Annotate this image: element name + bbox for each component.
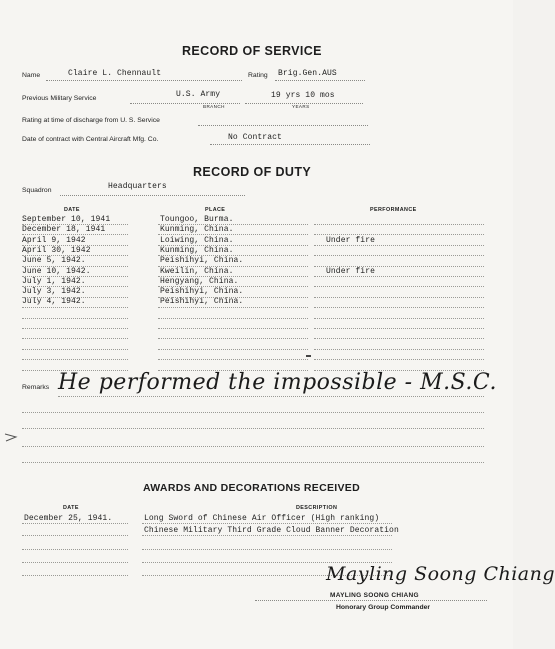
duty-rule-line bbox=[158, 318, 308, 319]
rating-line bbox=[275, 80, 365, 81]
remarks-rule-line bbox=[22, 428, 484, 429]
duty-rule-line bbox=[22, 338, 128, 339]
awards-rule-line bbox=[142, 549, 392, 550]
duty-rule-line bbox=[158, 245, 308, 246]
contract-value: No Contract bbox=[228, 133, 282, 142]
duty-rule-line bbox=[314, 318, 484, 319]
discharge-label: Rating at time of discharge from U. S. Service bbox=[22, 117, 160, 124]
squadron-value: Headquarters bbox=[108, 182, 167, 191]
duty-rule-line bbox=[158, 338, 308, 339]
duty-rule-line bbox=[22, 307, 128, 308]
duty-row-place: Toungoo, Burma. bbox=[160, 215, 234, 224]
award-description-line-2: Chinese Military Third Grade Cloud Banner Decoration bbox=[144, 526, 399, 535]
name-label: Name bbox=[22, 72, 41, 79]
name-value: Claire L. Chennault bbox=[68, 69, 162, 78]
duty-row-date: April 9, 1942 bbox=[22, 235, 86, 245]
duty-rule-line bbox=[22, 297, 128, 298]
years-caption: YEARS bbox=[292, 104, 310, 109]
previous-service-value: U.S. Army bbox=[176, 90, 221, 99]
record-of-service-title: RECORD OF SERVICE bbox=[182, 44, 322, 58]
branch-caption: BRANCH bbox=[203, 104, 225, 109]
duty-performance-header: PERFORMANCE bbox=[370, 207, 417, 213]
duty-rule-line bbox=[314, 297, 484, 298]
duty-place-header: PLACE bbox=[205, 207, 226, 213]
stray-dash-mark bbox=[306, 355, 311, 357]
rating-value: Brig.Gen.AUS bbox=[278, 69, 337, 78]
margin-arrow-mark bbox=[4, 429, 18, 447]
duty-row-place: Loiwing, China. bbox=[160, 235, 234, 245]
duty-rule-line bbox=[314, 266, 484, 267]
duty-rule-line bbox=[314, 338, 484, 339]
duty-rule-line bbox=[158, 349, 308, 350]
duty-row-place: Peishihyi, China. bbox=[160, 256, 244, 266]
awards-rule-line bbox=[22, 523, 128, 524]
squadron-line bbox=[60, 195, 245, 196]
previous-service-label: Previous Military Service bbox=[22, 95, 97, 102]
duty-rule-line bbox=[22, 224, 128, 225]
duty-row-date: April 30, 1942 bbox=[22, 245, 91, 255]
duty-rule-line bbox=[158, 359, 308, 360]
duty-rule-line bbox=[314, 328, 484, 329]
remarks-rule-line bbox=[22, 412, 484, 413]
signature-typed-name: MAYLING SOONG CHIANG bbox=[330, 592, 419, 599]
duty-rule-line bbox=[314, 307, 484, 308]
duty-rule-line bbox=[314, 245, 484, 246]
duty-rule-line bbox=[314, 255, 484, 256]
duty-rule-line bbox=[22, 245, 128, 246]
duty-rule-line bbox=[158, 307, 308, 308]
remarks-handwriting: He performed the impossible - M.S.C. bbox=[58, 370, 497, 395]
duty-rule-line bbox=[158, 266, 308, 267]
awards-rule-line bbox=[22, 562, 128, 563]
duty-rule-line bbox=[314, 349, 484, 350]
duty-row-date: December 18, 1941 bbox=[22, 225, 106, 235]
duty-rule-line bbox=[22, 359, 128, 360]
duty-rule-line bbox=[22, 255, 128, 256]
duty-rule-line bbox=[314, 276, 484, 277]
duty-rule-line bbox=[22, 276, 128, 277]
record-of-duty-title: RECORD OF DUTY bbox=[193, 165, 312, 179]
duty-rule-line bbox=[158, 286, 308, 287]
awards-rule-line bbox=[142, 523, 392, 524]
remarks-rule-line bbox=[22, 446, 484, 447]
duty-rule-line bbox=[314, 234, 484, 235]
duty-row-place: Kunming, China. bbox=[160, 245, 234, 255]
duty-row-date: July 3, 1942. bbox=[22, 287, 86, 297]
duty-rule-line bbox=[22, 318, 128, 319]
duty-row-performance: Under fire bbox=[326, 235, 376, 245]
awards-description-header: DESCRIPTION bbox=[296, 505, 338, 511]
awards-rule-line bbox=[22, 549, 128, 550]
name-line bbox=[46, 80, 242, 81]
squadron-label: Squadron bbox=[22, 187, 52, 194]
duty-rule-line bbox=[22, 286, 128, 287]
discharge-line bbox=[198, 125, 368, 126]
duty-rule-line bbox=[158, 328, 308, 329]
award-description-line-1: Long Sword of Chinese Air Officer (High ranking) bbox=[144, 514, 380, 523]
award-date: December 25, 1941. bbox=[24, 514, 113, 523]
years-value: 19 yrs 10 mos bbox=[271, 91, 335, 100]
awards-title: AWARDS AND DECORATIONS RECEIVED bbox=[143, 482, 360, 494]
duty-row-date: July 1, 1942. bbox=[22, 276, 86, 286]
signature-line bbox=[255, 600, 487, 601]
contract-label: Date of contract with Central Aircraft Mfg. Co. bbox=[22, 136, 159, 143]
duty-row-place: Hengyang, China. bbox=[160, 276, 239, 286]
awards-rule-line bbox=[22, 575, 128, 576]
duty-rule-line bbox=[314, 359, 484, 360]
duty-row-date: June 10, 1942. bbox=[22, 266, 91, 276]
duty-rule-line bbox=[158, 255, 308, 256]
duty-rule-line bbox=[314, 224, 484, 225]
duty-rule-line bbox=[158, 276, 308, 277]
signature-title: Honorary Group Commander bbox=[336, 604, 431, 611]
signature-handwriting: Mayling Soong Chiang bbox=[326, 563, 555, 585]
remarks-label: Remarks bbox=[22, 384, 50, 391]
rating-label: Rating bbox=[248, 72, 268, 79]
duty-row-date: July 4, 1942. bbox=[22, 297, 86, 307]
duty-rule-line bbox=[158, 224, 308, 225]
duty-row-date: June 5, 1942. bbox=[22, 256, 86, 266]
remarks-rule-line bbox=[58, 396, 484, 397]
awards-rule-line bbox=[22, 535, 128, 536]
awards-date-header: DATE bbox=[63, 505, 79, 511]
duty-rule-line bbox=[22, 328, 128, 329]
remarks-rule-line bbox=[22, 462, 484, 463]
duty-row-place: Kunming, China. bbox=[160, 225, 234, 235]
duty-row-performance: Under fire bbox=[326, 266, 376, 276]
duty-row-place: Peishihyi, China. bbox=[160, 297, 244, 307]
duty-row-place: Kweilin, China. bbox=[160, 266, 234, 276]
duty-date-header: DATE bbox=[64, 207, 80, 213]
duty-rule-line bbox=[158, 297, 308, 298]
duty-row-place: Peishihyi, China. bbox=[160, 287, 244, 297]
duty-rule-line bbox=[314, 286, 484, 287]
duty-rule-line bbox=[158, 234, 308, 235]
duty-row-date: September 10, 1941 bbox=[22, 215, 111, 224]
duty-rule-line bbox=[22, 234, 128, 235]
awards-rule-line bbox=[142, 535, 392, 536]
duty-rule-line bbox=[22, 349, 128, 350]
contract-line bbox=[210, 144, 370, 145]
duty-rule-line bbox=[22, 266, 128, 267]
